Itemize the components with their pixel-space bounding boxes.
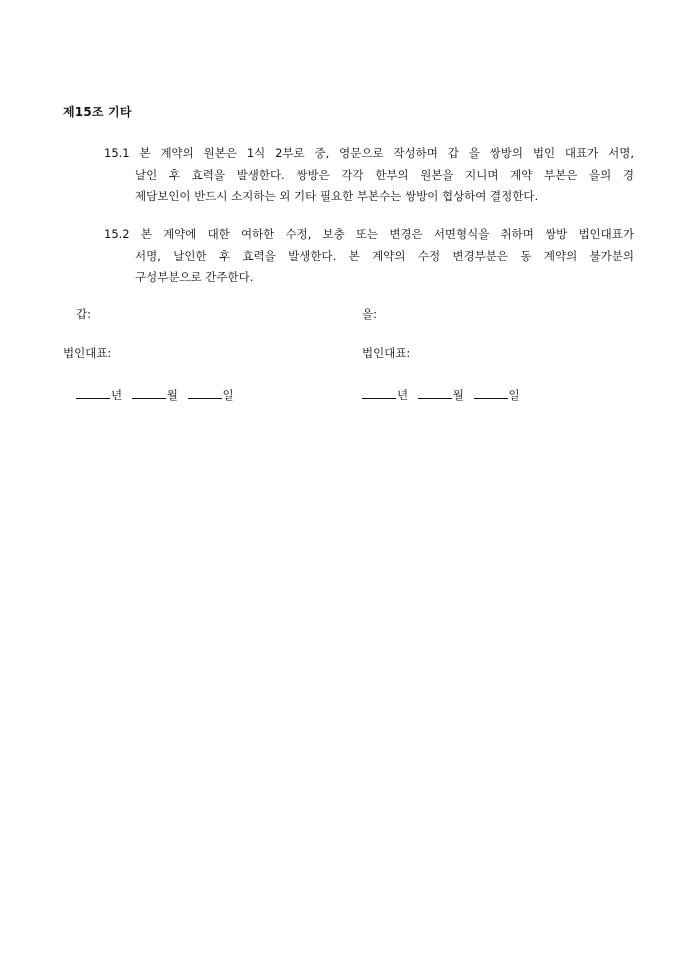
clause-line: 날인 후 효력을 발생한다. 쌍방은 각각 한부의 원본을 지니며 계약 부본은 을의 경	[135, 167, 634, 182]
party-b-date-line	[362, 386, 520, 403]
clause-line: 구성부분으로 간주한다.	[135, 270, 254, 284]
month-unit: 월	[166, 388, 178, 402]
day-unit: 일	[222, 388, 234, 402]
day-unit: 일	[508, 388, 520, 402]
clause-15-1	[104, 143, 634, 208]
year-unit: 년	[111, 388, 123, 402]
month-blank[interactable]	[418, 386, 452, 399]
party-b-label: 을:	[362, 307, 377, 321]
day-blank[interactable]	[188, 386, 222, 399]
party-b-representative-label: 법인대표:	[362, 346, 411, 360]
month-unit: 월	[452, 388, 464, 402]
clause-line: 15.2 본 계약에 대한 여하한 수정, 보충 또는 변경은 서면형식을 취하며 쌍방 법인대표가	[104, 227, 634, 241]
day-blank[interactable]	[474, 386, 508, 399]
clause-line: 제담보인이 반드시 소지하는 외 기타 필요한 부본수는 쌍방이 협상하여 결정한다.	[135, 189, 539, 203]
clause-15-2	[104, 224, 634, 289]
year-unit: 년	[397, 388, 409, 402]
month-blank[interactable]	[132, 386, 166, 399]
party-a-date-line	[76, 386, 234, 403]
party-a-label: 갑:	[76, 307, 91, 321]
article-heading: 제15조 기타	[63, 105, 132, 119]
clause-line: 서명, 날인한 후 효력을 발생한다. 본 계약의 수정 변경부분은 동 계약의 불가분의	[135, 248, 634, 263]
year-blank[interactable]	[362, 386, 396, 399]
party-a-representative-label: 법인대표:	[63, 346, 112, 360]
clause-line: 15.1 본 계약의 원본은 1식 2부로 중, 영문으로 작성하며 갑 을 쌍방의 법인 대표가 서명,	[104, 146, 634, 160]
year-blank[interactable]	[76, 386, 110, 399]
